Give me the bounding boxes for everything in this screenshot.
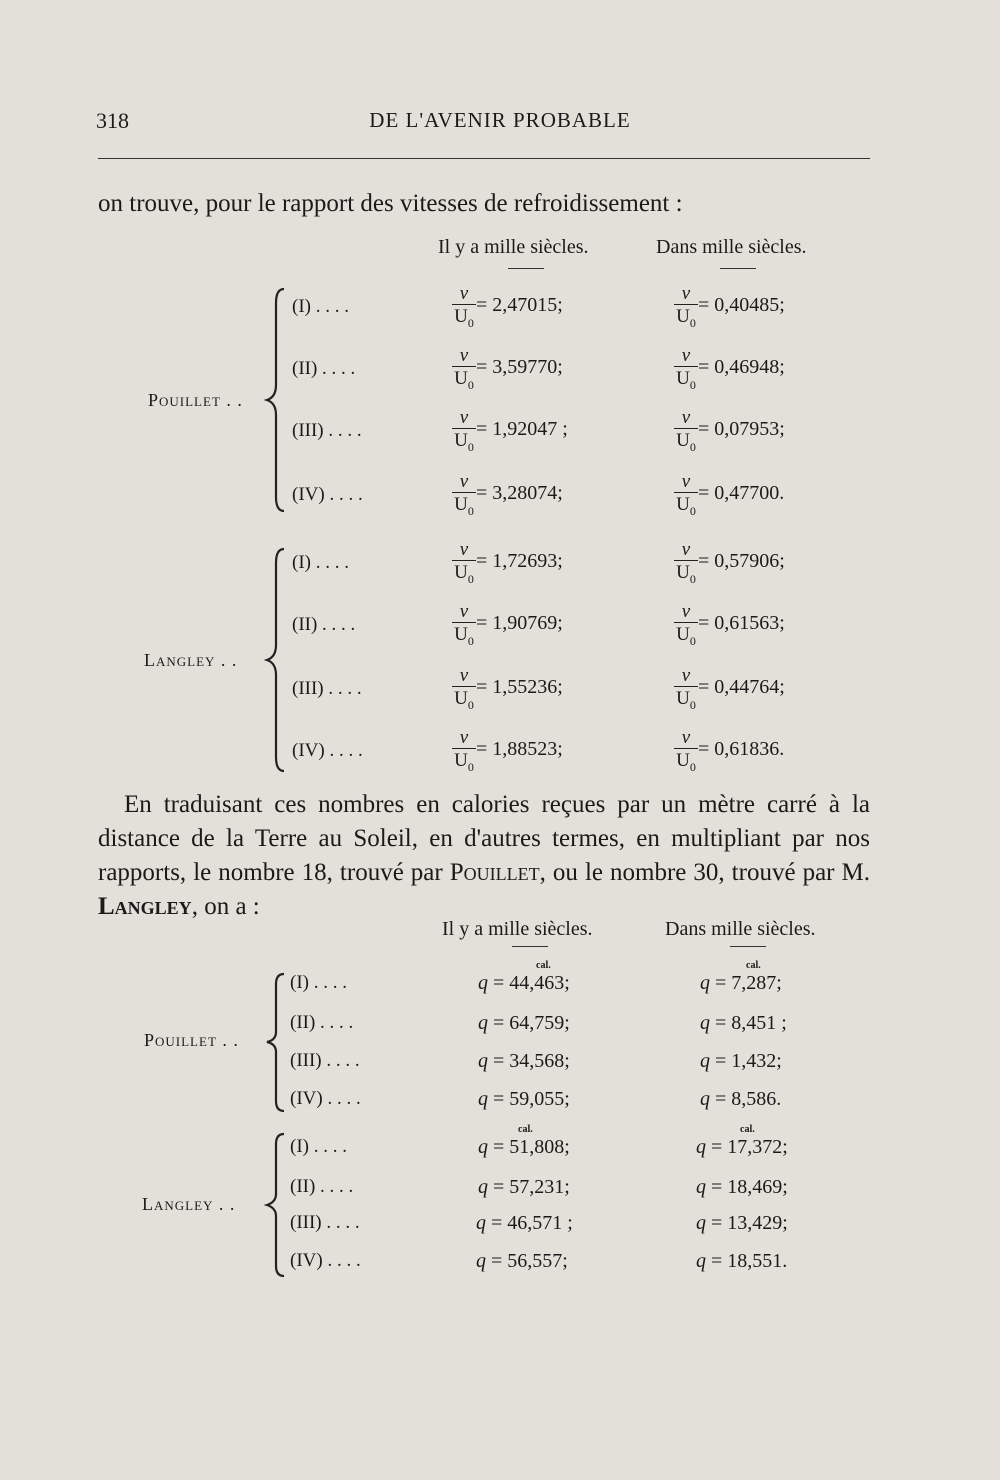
row-label: (III) . . . . bbox=[290, 1050, 360, 1071]
column-heading-future: Dans mille siècles. bbox=[665, 918, 816, 940]
unit-label: cal. bbox=[518, 1124, 533, 1135]
header-rule bbox=[98, 158, 870, 159]
row-label: (IV) . . . . bbox=[290, 1250, 361, 1271]
calorie-value-past: q = 46,571 ; bbox=[476, 1212, 573, 1234]
page-number: 318 bbox=[96, 108, 129, 133]
calorie-value-past: q = 51,808; bbox=[478, 1136, 570, 1158]
calorie-value-future: q = 13,429; bbox=[696, 1212, 788, 1234]
row-label: (I) . . . . bbox=[290, 972, 347, 993]
calorie-value-past: q = 56,557; bbox=[476, 1250, 568, 1272]
ratio-value-past: $\frac{v}{U_0}$ = 1,55236; bbox=[452, 666, 563, 711]
brace-pouillet-calories bbox=[262, 970, 288, 1115]
row-label: (III) . . . . bbox=[292, 420, 362, 441]
ratio-value-future: $\frac{v}{U_0}$ = 0,61563; bbox=[674, 602, 785, 647]
calorie-value-future: q = 17,372; bbox=[696, 1136, 788, 1158]
calorie-value-future: q = 7,287; bbox=[700, 972, 782, 994]
ratio-value-future: $\frac{v}{U_0}$ = 0,57906; bbox=[674, 540, 785, 585]
column-heading-past: Il y a mille siècles. bbox=[438, 236, 589, 258]
column-dash-future bbox=[730, 946, 766, 947]
calorie-value-past: q = 59,055; bbox=[478, 1088, 570, 1110]
column-dash-future bbox=[720, 268, 756, 269]
ratio-value-future: $\frac{v}{U_0}$ = 0,07953; bbox=[674, 408, 785, 453]
name-pouillet: Pouillet bbox=[449, 859, 540, 886]
row-label: (II) . . . . bbox=[292, 358, 356, 379]
ratio-value-future: $\frac{v}{U_0}$ = 0,61836. bbox=[674, 728, 784, 773]
calorie-value-future: q = 18,551. bbox=[696, 1250, 788, 1272]
row-label: (II) . . . . bbox=[290, 1012, 354, 1033]
observer-label: Langley . . bbox=[142, 1194, 236, 1214]
ratio-value-future: $\frac{v}{U_0}$ = 0,40485; bbox=[674, 284, 785, 329]
row-label: (IV) . . . . bbox=[292, 740, 363, 761]
column-heading-future: Dans mille siècles. bbox=[656, 236, 807, 258]
ratio-value-past: $\frac{v}{U_0}$ = 1,92047 ; bbox=[452, 408, 568, 453]
row-label: (I) . . . . bbox=[292, 296, 349, 317]
row-label: (I) . . . . bbox=[292, 552, 349, 573]
ratio-value-future: $\frac{v}{U_0}$ = 0,46948; bbox=[674, 346, 785, 391]
row-label: (III) . . . . bbox=[290, 1212, 360, 1233]
ratio-value-past: $\frac{v}{U_0}$ = 1,88523; bbox=[452, 728, 563, 773]
calorie-value-future: q = 8,451 ; bbox=[700, 1012, 787, 1034]
ratio-value-past: $\frac{v}{U_0}$ = 1,90769; bbox=[452, 602, 563, 647]
ratio-value-past: $\frac{v}{U_0}$ = 1,72693; bbox=[452, 540, 563, 585]
calorie-value-past: q = 34,568; bbox=[478, 1050, 570, 1072]
row-label: (IV) . . . . bbox=[290, 1088, 361, 1109]
calorie-value-past: q = 44,463; bbox=[478, 972, 570, 994]
ratio-value-future: $\frac{v}{U_0}$ = 0,44764; bbox=[674, 666, 785, 711]
ratio-value-past: $\frac{v}{U_0}$ = 2,47015; bbox=[452, 284, 563, 329]
row-label: (I) . . . . bbox=[290, 1136, 347, 1157]
observer-label: Langley . . bbox=[144, 650, 238, 670]
column-heading-past: Il y a mille siècles. bbox=[442, 918, 593, 940]
calorie-value-future: q = 1,432; bbox=[700, 1050, 782, 1072]
unit-label: cal. bbox=[740, 1124, 755, 1135]
calorie-value-future: q = 8,586. bbox=[700, 1088, 782, 1110]
body-paragraph: En traduisant ces nombres en calories reçues par un mètre carré à la distance de la Terre au Soleil, en d'autres termes, en multipliant par nos rapports, le nombre 18, trouvé par Pouillet, ou le nombre 30, trouvé par M. Langley, on a : bbox=[98, 791, 870, 920]
name-langley: Langley bbox=[98, 893, 192, 920]
brace-pouillet-ratio bbox=[262, 285, 288, 515]
row-label: (III) . . . . bbox=[292, 678, 362, 699]
row-label: (II) . . . . bbox=[292, 614, 356, 635]
calorie-value-future: q = 18,469; bbox=[696, 1176, 788, 1198]
column-dash-past bbox=[512, 946, 548, 947]
ratio-value-past: $\frac{v}{U_0}$ = 3,28074; bbox=[452, 472, 563, 517]
unit-label: cal. bbox=[746, 960, 761, 971]
brace-langley-ratio bbox=[262, 545, 288, 775]
row-label: (IV) . . . . bbox=[292, 484, 363, 505]
running-title: DE L'AVENIR PROBABLE bbox=[369, 108, 631, 132]
column-dash-past bbox=[508, 268, 544, 269]
brace-langley-calories bbox=[262, 1130, 288, 1280]
row-label: (II) . . . . bbox=[290, 1176, 354, 1197]
calorie-value-past: q = 64,759; bbox=[478, 1012, 570, 1034]
ratio-value-past: $\frac{v}{U_0}$ = 3,59770; bbox=[452, 346, 563, 391]
intro-sentence: on trouve, pour le rapport des vitesses de refroidissement : bbox=[98, 190, 683, 217]
observer-label: Pouillet . . bbox=[144, 1030, 239, 1050]
calorie-value-past: q = 57,231; bbox=[478, 1176, 570, 1198]
ratio-value-future: $\frac{v}{U_0}$ = 0,47700. bbox=[674, 472, 784, 517]
unit-label: cal. bbox=[536, 960, 551, 971]
observer-label: Pouillet . . bbox=[148, 390, 243, 410]
